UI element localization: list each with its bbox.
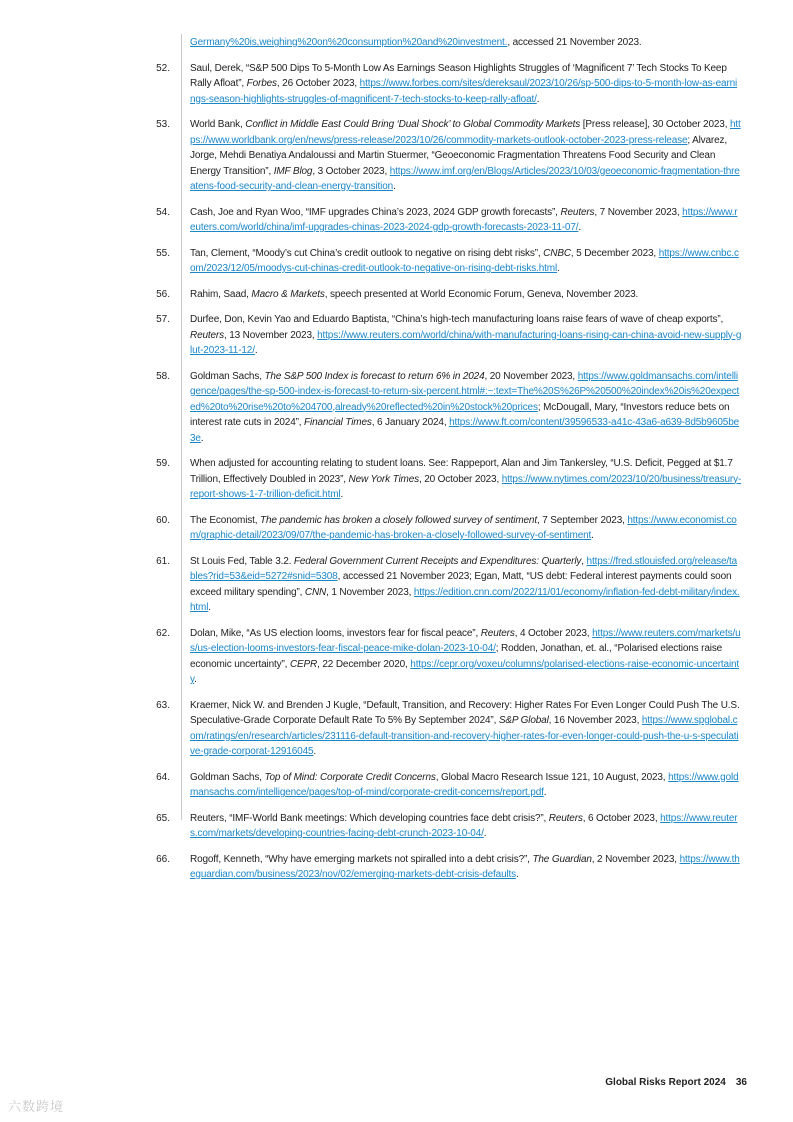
endnote	[0, 554, 793, 616]
citation-text: , 7 November 2023,	[594, 206, 683, 218]
reference-link[interactable]: https://www.goldmansachs.com/intelligence/pages/the-sp-500-index-is-forecast-to-return-six-percent.html#:~:text=The%20S%26P%20500%20index%20is%20expected%20to%20rise%20to%204700,already%20reflected%20in%20stock%20prices	[190, 370, 740, 413]
citation-text: ,	[581, 555, 587, 567]
endnote	[0, 698, 793, 760]
source-title: CNN	[304, 586, 327, 598]
endnote	[0, 312, 793, 359]
endnote-text	[190, 698, 742, 760]
citation-text: .	[313, 746, 317, 757]
source-title: Conflict in Middle East Could Bring ‘Dual Shock’ to Global Commodity Markets	[245, 119, 581, 130]
endnotes-list	[0, 35, 793, 893]
endnote-text	[190, 205, 742, 236]
source-title: New York Times	[348, 473, 419, 485]
reference-link[interactable]: https://www.ft.com/content/39596533-a41c-43a6-a639-8d5b9605be3e	[190, 417, 740, 444]
citation-text: Tan, Clement, “Moody’s cut China’s credit outlook to negative on rising debt risks”,	[190, 247, 544, 259]
endnote-text	[190, 770, 742, 801]
reference-link[interactable]: https://www.reuters.com/world/china/imf-upgrades-chinas-2023-2024-gdp-growth-forecasts-2023-11-07/	[190, 206, 738, 233]
source-title: Top of Mind: Corporate Credit Concerns	[264, 771, 436, 783]
endnote	[0, 852, 793, 883]
endnote-text	[190, 35, 742, 51]
endnote-number: 60.	[156, 514, 170, 526]
endnote-number: 66.	[156, 853, 170, 865]
reference-link[interactable]: https://www.reuters.com/world/china/with-manufacturing-loans-rising-can-china-avoid-new-supply-glut-2023-11-12/	[190, 329, 742, 356]
source-title: The S&P 500 Index is forecast to return 6% in 2024	[264, 370, 485, 382]
source-title: S&P Global	[498, 715, 549, 726]
citation-text: Goldman Sachs,	[190, 771, 265, 783]
reference-link[interactable]: https://www.goldmansachs.com/intelligence/pages/top-of-mind/corporate-credit-concerns/report.pdf	[190, 771, 739, 798]
endnote-number: 56.	[156, 288, 170, 300]
endnote	[0, 246, 793, 277]
endnote-number: 54.	[156, 206, 170, 218]
source-title: The pandemic has broken a closely followed survey of sentiment	[260, 514, 537, 526]
reference-link[interactable]: https://www.forbes.com/sites/dereksaul/2023/10/26/sp-500-dips-to-5-month-low-as-earnings-season-highlights-struggles-of-magnificent-7-tech-stocks-to-keep-rally-afloat/	[190, 78, 738, 105]
reference-link[interactable]: Germany%20is,weighing%20on%20consumption%20and%20investment.	[190, 37, 508, 48]
citation-text: Cash, Joe and Ryan Woo, “IMF upgrades China’s 2023, 2024 GDP growth forecasts”,	[190, 206, 561, 218]
citation-text: .	[254, 345, 258, 356]
citation-text: .	[557, 263, 560, 274]
citation-text: [Press release], 30 October 2023,	[580, 119, 730, 130]
citation-text: , 26 October 2023,	[276, 78, 360, 89]
endnote	[0, 35, 793, 51]
endnote	[0, 811, 793, 842]
endnote	[0, 770, 793, 801]
source-title: CNBC	[543, 247, 571, 259]
endnote-number: 62.	[156, 627, 170, 639]
reference-link[interactable]: https://fred.stlouisfed.org/release/tables?rid=53&eid=5272#snid=5308	[190, 555, 738, 582]
endnote-text	[190, 513, 742, 544]
citation-text: .	[200, 432, 204, 444]
citation-text: Dolan, Mike, “As US election looms, investors fear for fiscal peace”,	[190, 627, 481, 639]
reference-link[interactable]: https://www.reuters.com/markets/us/us-election-looms-investors-fear-fiscal-peace-mike-dolan-2023-10-04/	[190, 627, 741, 654]
citation-text: , 5 December 2023,	[570, 247, 659, 259]
source-title: Macro & Markets	[251, 288, 325, 300]
endnote-number: 59.	[156, 458, 170, 469]
citation-text: St Louis Fed, Table 3.2.	[190, 555, 294, 567]
citation-text: , 16 November 2023,	[548, 715, 642, 726]
source-title: Federal Government Current Receipts and Expenditures: Quarterly	[293, 555, 582, 567]
citation-text: World Bank,	[190, 119, 246, 130]
endnote	[0, 456, 793, 503]
endnote	[0, 205, 793, 236]
citation-text: .	[208, 602, 211, 613]
citation-text: .	[340, 489, 344, 500]
citation-text: , speech presented at World Economic Forum, Geneva, November 2023.	[324, 288, 639, 300]
report-title: Global Risks Report 2024	[605, 1077, 726, 1088]
citation-text: ; McDougall, Mary, “Investors reduce bets on interest rate cuts in 2024”,	[190, 401, 730, 428]
reference-link[interactable]: https://www.nytimes.com/2023/10/20/business/treasury-report-shows-1-7-trillion-deficit.html	[190, 473, 742, 500]
endnote	[0, 61, 793, 108]
endnote-number: 64.	[156, 771, 170, 783]
citation-text: .	[591, 530, 594, 541]
source-title: Financial Times	[304, 417, 372, 428]
endnote-number: 63.	[156, 699, 170, 711]
endnote-text	[190, 554, 742, 616]
citation-text: Rahim, Saad,	[190, 288, 252, 300]
source-title: Reuters	[190, 329, 224, 341]
citation-text: ; Rodden, Jonathan, et. al., “Polarised elections raise economic uncertainty”,	[190, 643, 723, 670]
source-title: Reuters	[480, 627, 515, 639]
citation-text: , accessed 21 November 2023.	[507, 37, 642, 48]
source-title: CEPR	[289, 658, 318, 670]
citation-text: , 13 November 2023,	[223, 329, 318, 341]
endnote-number: 53.	[156, 119, 170, 130]
endnote-text	[190, 312, 742, 359]
endnote-text	[190, 369, 742, 447]
citation-text: Reuters, “IMF-World Bank meetings: Which developing countries face debt crisis?”,	[190, 812, 549, 824]
citation-text: , 6 October 2023,	[582, 812, 661, 824]
endnote-text	[190, 287, 742, 303]
endnote-number: 65.	[156, 812, 170, 824]
reference-link[interactable]: https://www.imf.org/en/Blogs/Articles/2023/10/03/geoeconomic-fragmentation-threatens-food-security-and-clean-energy-transition	[190, 165, 740, 192]
reference-link[interactable]: https://www.reuters.com/markets/developing-countries-facing-debt-crunch-2023-10-04/	[190, 812, 738, 839]
endnote-number: 55.	[156, 247, 170, 259]
citation-text: Rogoff, Kenneth, “Why have emerging markets not spiralled into a debt crisis?”,	[190, 853, 533, 865]
citation-text: , accessed 21 November 2023; Egan, Matt, “US debt: Federal interest payments could soon exceed military spending”,	[190, 571, 732, 598]
reference-link[interactable]: https://edition.cnn.com/2022/11/01/economy/inflation-fed-debt-military/index.html	[190, 586, 740, 613]
endnote-number: 57.	[156, 314, 170, 325]
citation-text: , 20 October 2023,	[418, 473, 502, 485]
endnote-text	[190, 246, 742, 277]
endnote	[0, 287, 793, 303]
endnote	[0, 117, 793, 195]
endnote-number: 61.	[156, 555, 170, 567]
endnote-text	[190, 626, 742, 688]
page-number: 36	[735, 1077, 747, 1088]
reference-link[interactable]: https://cepr.org/voxeu/columns/polarised-elections-raise-economic-uncertainty	[190, 658, 740, 685]
source-title: Forbes	[246, 78, 277, 89]
source-title: Reuters	[548, 812, 583, 824]
citation-text: When adjusted for accounting relating to student loans. See: Rappeport, Alan and Jim Tankersley, “U.S. Deficit, Pegged at $1.7 Trillion, Effectively Doubled in 2023”,	[190, 458, 733, 485]
endnote	[0, 513, 793, 544]
endnote-text	[190, 811, 742, 842]
citation-text: The Economist,	[190, 514, 261, 526]
citation-text: .	[536, 93, 540, 105]
citation-text: .	[194, 674, 197, 685]
source-title: The Guardian	[532, 853, 592, 865]
citation-text: , 2 November 2023,	[591, 853, 680, 865]
endnote	[0, 369, 793, 447]
reference-link[interactable]: https://www.worldbank.org/en/news/press-release/2023/10/26/commodity-markets-outlook-october-2023-press-release	[190, 119, 741, 146]
citation-text: , 6 January 2024,	[371, 417, 450, 428]
citation-text: ; Alvarez, Jorge, Mehdi Benatiya Andaloussi and Martin Stuermer, “Geoeconomic Fragmentation Threatens Food Security and Clean Energy Transition”,	[190, 134, 728, 177]
page-footer	[605, 1077, 747, 1088]
citation-text: , 22 December 2020,	[317, 658, 411, 670]
endnote-text	[190, 61, 742, 108]
citation-text: Goldman Sachs,	[190, 370, 265, 382]
source-title: IMF Blog	[273, 165, 313, 177]
endnote-text	[190, 852, 742, 883]
reference-link[interactable]: https://www.theguardian.com/business/2023/nov/02/emerging-markets-debt-crisis-defaults	[190, 853, 740, 880]
citation-text: , 20 November 2023,	[484, 370, 578, 382]
citation-text: .	[543, 787, 547, 798]
citation-text: , 3 October 2023,	[312, 165, 390, 177]
endnote-text	[190, 456, 742, 503]
citation-text: , Global Macro Research Issue 121, 10 August, 2023,	[435, 771, 669, 783]
citation-text: Kraemer, Nick W. and Brenden J Kugle, “Default, Transition, and Recovery: Higher Rates For Even Longer Could Push The U.S. Speculative-Grade Corporate Default Rate To 5% By September 2024”,	[190, 699, 740, 726]
citation-text: Saul, Derek, “S&P 500 Dips To 5-Month Low As Earnings Season Highlights Struggles of ‘Magnificent 7’ Tech Stocks To Keep Rally Afloat”,	[190, 62, 727, 89]
citation-text: , 7 September 2023,	[536, 514, 628, 526]
citation-text: .	[578, 222, 582, 233]
watermark-logo: 六数跨境	[8, 1099, 65, 1114]
reference-link[interactable]: https://www.cnbc.com/2023/12/05/moodys-cut-chinas-credit-outlook-to-negative-on-rising-debt-risks.html	[190, 247, 739, 274]
reference-link[interactable]: https://www.spglobal.com/ratings/en/research/articles/231116-default-transition-and-recovery-higher-rates-for-even-longer-could-push-the-u-s-speculative-grade-corporat-12916045	[190, 715, 739, 757]
citation-text: .	[393, 181, 396, 192]
citation-text: Durfee, Don, Kevin Yao and Eduardo Baptista, “China’s high-tech manufacturing loans raise fears of wave of cheap exports”,	[190, 314, 724, 325]
endnote-number: 58.	[156, 370, 170, 382]
endnote-number: 52.	[156, 62, 170, 74]
citation-text: .	[483, 828, 487, 839]
citation-text: , 1 November 2023,	[326, 586, 414, 598]
reference-link[interactable]: https://www.economist.com/graphic-detail/2023/09/07/the-pandemic-has-broken-a-closely-followed-survey-of-sentiment	[190, 514, 737, 541]
endnote-text	[190, 117, 742, 195]
endnote	[0, 626, 793, 688]
citation-text: , 4 October 2023,	[514, 627, 593, 639]
source-title: Reuters	[560, 206, 595, 218]
citation-text: .	[516, 869, 519, 880]
